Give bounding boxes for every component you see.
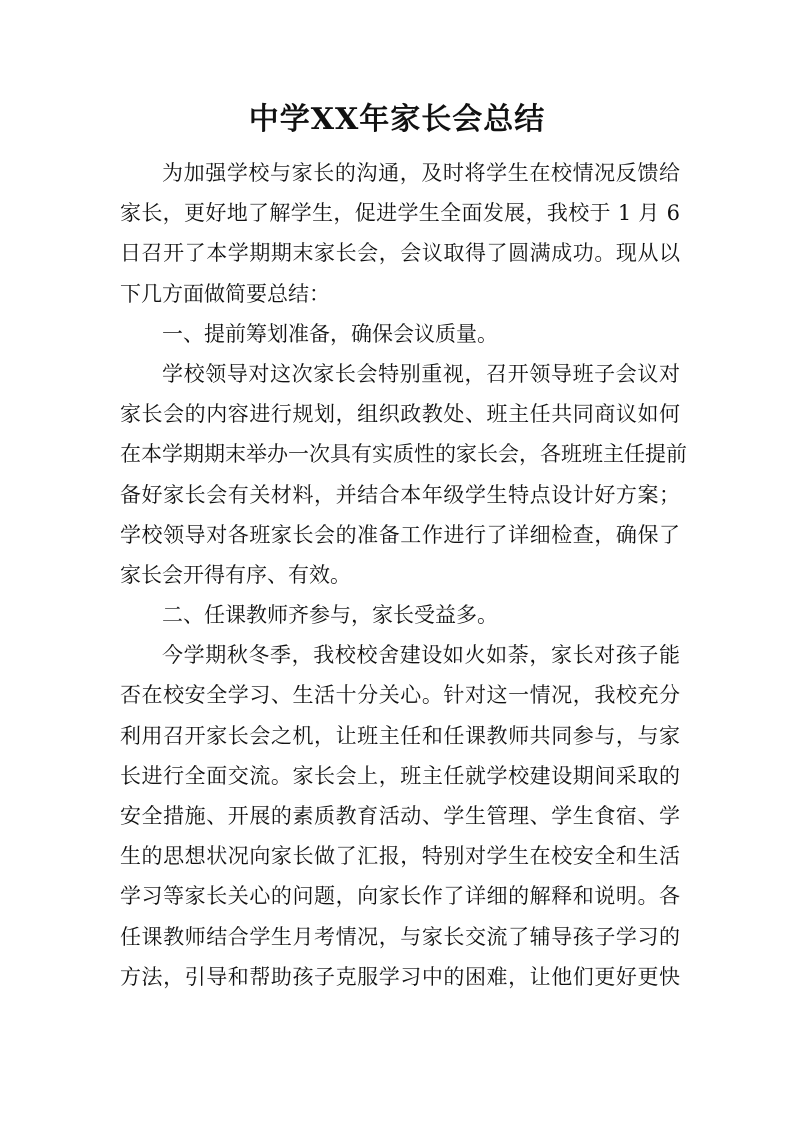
text-line: 任课教师结合学生月考情况，与家长交流了辅导孩子学习的 (120, 924, 680, 949)
document-title: 中学XX年家长会总结 (248, 102, 546, 137)
text-line: 备好家长会有关材料，并结合本年级学生特点设计好方案； (120, 482, 680, 507)
text-line: 今学期秋冬季，我校校舍建设如火如荼，家长对孩子能 (162, 643, 680, 668)
text-line: 学习等家长关心的问题，向家长作了详细的解释和说明。各 (120, 884, 680, 909)
text-line: 否在校安全学习、生活十分关心。针对这一情况，我校充分 (120, 683, 680, 708)
text-line: 利用召开家长会之机，让班主任和任课教师共同参与，与家 (120, 723, 680, 748)
text-line: 方法，引导和帮助孩子克服学习中的困难，让他们更好更快 (120, 964, 680, 989)
text-line: 长进行全面交流。家长会上，班主任就学校建设期间采取的 (120, 763, 680, 788)
text-line: 安全措施、开展的素质教育活动、学生管理、学生食宿、学 (120, 804, 680, 828)
text-line: 日召开了本学期期末家长会，会议取得了圆满成功。现从以 (120, 241, 680, 266)
text-line: 一、提前筹划准备，确保会议质量。 (162, 321, 498, 346)
text-line: 学校领导对这次家长会特别重视，召开领导班子会议对 (162, 361, 680, 386)
document-body (120, 153, 687, 997)
text-line: 二、任课教师齐参与，家长受益多。 (162, 603, 498, 628)
text-line: 在本学期期末举办一次具有实质性的家长会，各班班主任提前 (120, 442, 687, 467)
text-line: 家长，更好地了解学生，促进学生全面发展，我校于 1 月 6 (120, 201, 680, 226)
text-line: 为加强学校与家长的沟通，及时将学生在校情况反馈给 (162, 161, 680, 185)
text-line: 下几方面做简要总结： (120, 281, 330, 306)
text-line: 生的思想状况向家长做了汇报，特别对学生在校安全和生活 (120, 844, 680, 869)
text-line: 家长会开得有序、有效。 (120, 562, 351, 587)
text-line: 学校领导对各班家长会的准备工作进行了详细检查，确保了 (120, 522, 680, 547)
text-line: 家长会的内容进行规划，组织政教处、班主任共同商议如何 (120, 402, 680, 427)
